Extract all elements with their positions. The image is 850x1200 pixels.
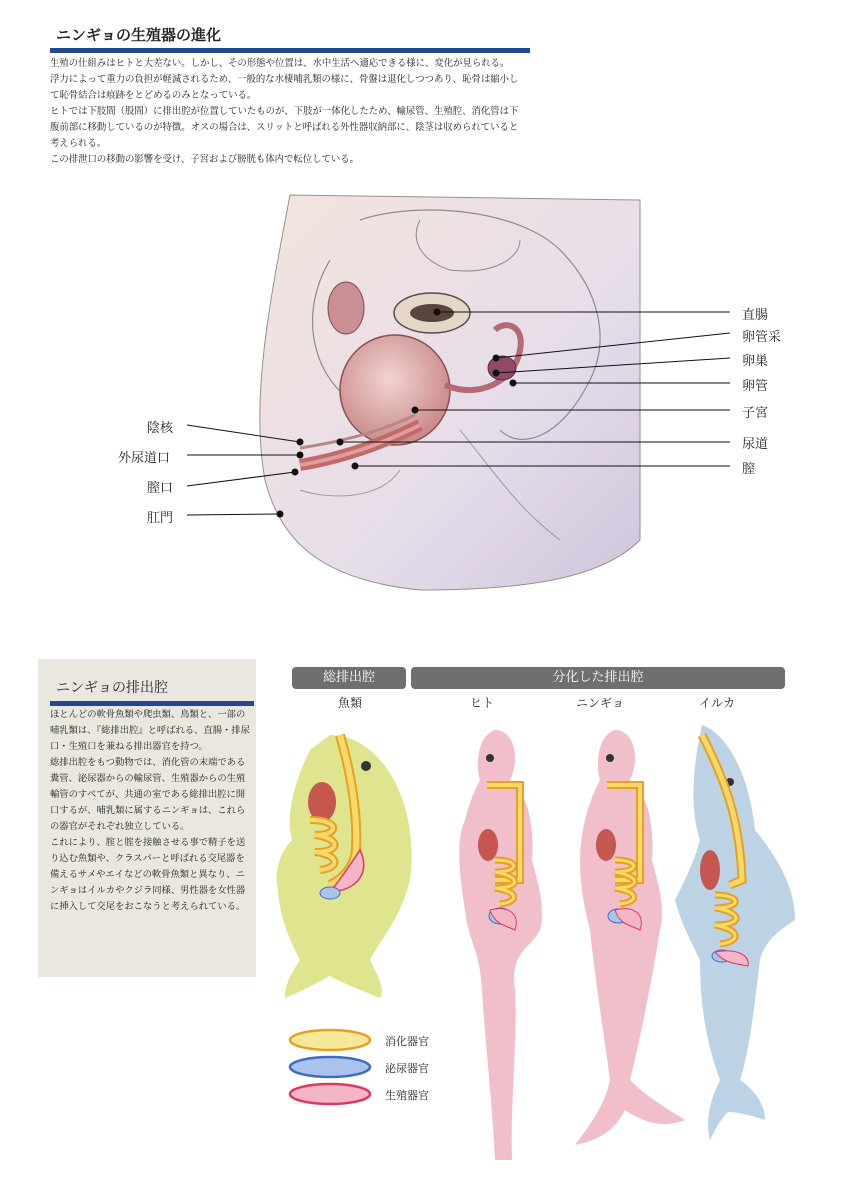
legend-genital-label: 生殖器官 bbox=[385, 1089, 429, 1102]
label-fallopian-tube: 卵管 bbox=[742, 379, 769, 394]
right-ovary bbox=[488, 356, 516, 380]
label-urethral-opening: 外尿道口 bbox=[118, 451, 171, 466]
column-dolphin: イルカ bbox=[698, 696, 735, 710]
intro-paragraph: 生殖の仕組みはヒトと大差ない。しかし、その形態や位置は、水中生活へ適応できる様に、変化が見られる。 bbox=[50, 58, 510, 69]
legend-urinary-label: 泌尿器官 bbox=[385, 1062, 429, 1075]
panel-paragraph: これにより、腟と腟を接触させる事で精子を送り込む魚類や、クラスパーと呼ばれる交尾器を備えるサメやエイなどの軟骨魚類と異なり、ニンギョはイルカやクジラ同様、男性器を女性器に挿入して交尾をおこなうと考えられている。 bbox=[50, 837, 246, 912]
legend-digestive-label: 消化器官 bbox=[385, 1035, 429, 1048]
organ-comparison-figures bbox=[270, 720, 830, 1190]
label-anus: 肛門 bbox=[147, 511, 174, 526]
label-rectum: 直腸 bbox=[742, 308, 769, 323]
panel-body bbox=[50, 707, 250, 915]
label-clitoris: 陰核 bbox=[147, 421, 174, 436]
intro-paragraph: 浮力によって重力の負担が軽減されるため、一般的な水棲哺乳類の様に、骨盤は退化しつつあり、恥骨は縮小して恥骨結合は痕跡をとどめるのみとなっている。 bbox=[50, 74, 519, 101]
label-ovary: 卵巣 bbox=[742, 354, 769, 369]
intro-text bbox=[50, 56, 520, 168]
panel-paragraph: ほとんどの軟骨魚類や爬虫類、鳥類と、一部の哺乳類は、『総排出腔』と呼ばれる、直腸・排尿口・生殖口を兼ねる排出器官を持つ。 bbox=[50, 709, 250, 752]
fish-figure bbox=[277, 735, 412, 998]
label-uterus: 子宮 bbox=[742, 406, 769, 421]
page-title: ニンギョの生殖器の進化 bbox=[50, 24, 530, 53]
label-urethra: 尿道 bbox=[742, 437, 769, 452]
uterus bbox=[340, 335, 450, 445]
intro-paragraph: ヒトでは下肢間（股間）に排出腔が位置していたものが、下肢が一体化したため、輸尿管、生殖腔、消化管は下腹前部に移動しているのが特徴。オスの場合は、スリットと呼ばれる外性器収納部に、陰茎は収められていると考えられる。 bbox=[50, 106, 519, 149]
label-fimbria: 卵管采 bbox=[742, 330, 782, 345]
legend-genital-swatch bbox=[290, 1084, 370, 1104]
cloaca-info-panel bbox=[38, 659, 256, 977]
pelvis-anatomy-illustration bbox=[0, 180, 850, 650]
mermaid-figure bbox=[575, 730, 685, 1145]
left-ovary bbox=[328, 282, 364, 334]
label-vagina: 膣 bbox=[742, 462, 756, 477]
column-mermaid: ニンギョ bbox=[575, 696, 624, 710]
dolphin-figure bbox=[675, 725, 795, 1140]
panel-paragraph: 総排出腔をもつ動物では、消化管の末端である糞管、泌尿器からの輸尿管、生殖器からの生殖輸管のすべてが、共通の室である総排出腔に開口するが、哺乳類に属するニンギョは、これらの器官がそれぞれ独立している。 bbox=[50, 757, 246, 832]
group-label-cloaca: 総排出腔 bbox=[292, 667, 406, 689]
column-fish: 魚類 bbox=[337, 696, 362, 710]
legend-digestive-swatch bbox=[290, 1030, 370, 1050]
human-figure bbox=[459, 730, 542, 1160]
intro-paragraph: この排泄口の移動の影響を受け、子宮および膀胱も体内で転位している。 bbox=[50, 154, 360, 165]
group-label-differentiated: 分化した排出腔 bbox=[411, 667, 785, 689]
column-human: ヒト bbox=[469, 696, 494, 710]
legend-urinary-swatch bbox=[290, 1057, 370, 1077]
panel-title: ニンギョの排出腔 bbox=[50, 677, 254, 706]
label-vaginal-opening: 膣口 bbox=[147, 481, 174, 496]
